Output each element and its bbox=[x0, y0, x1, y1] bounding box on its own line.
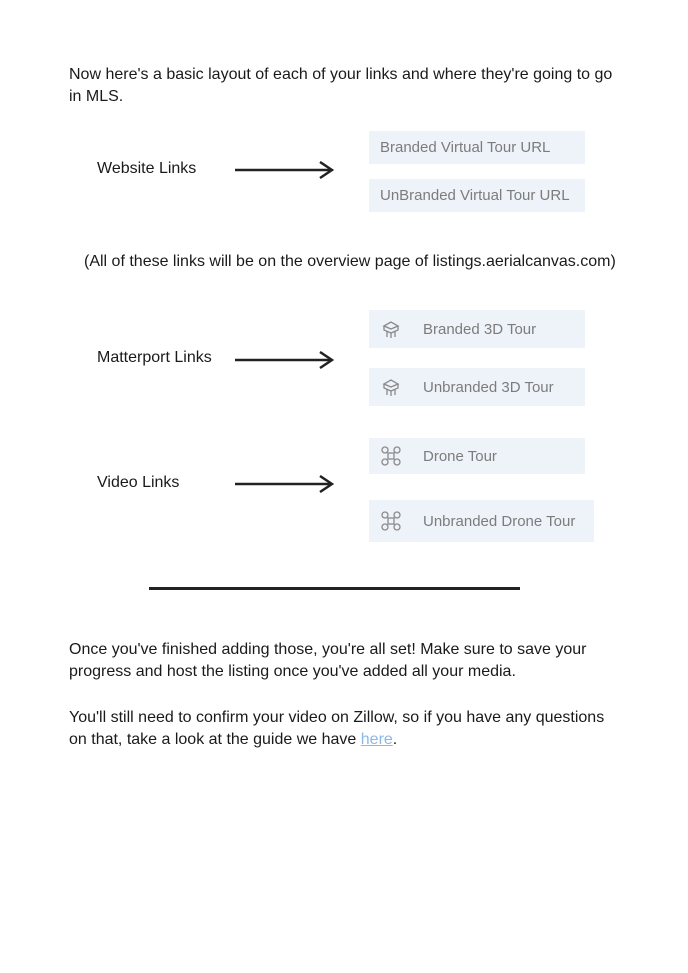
chip-label: Drone Tour bbox=[423, 447, 497, 465]
chip-label: Branded Virtual Tour URL bbox=[380, 139, 551, 156]
drone-icon bbox=[377, 444, 405, 468]
outro-paragraph-1: Once you've finished adding those, you're all set! Make sure to save your progress and host the listing once you've added all your media. bbox=[69, 641, 587, 680]
chip-label: Unbranded 3D Tour bbox=[423, 378, 554, 396]
video-arrow-icon bbox=[234, 475, 334, 493]
outro-suffix: . bbox=[392, 731, 398, 748]
website-arrow-icon bbox=[234, 161, 334, 179]
chip-label: UnBranded Virtual Tour URL bbox=[380, 187, 570, 204]
unbranded-virtual-tour-url-chip bbox=[369, 179, 585, 212]
unbranded-drone-tour-chip bbox=[369, 500, 594, 542]
outro-text: You'll still need to confirm your video on Zillow, so if you have any questions on that, take a look at the guide we have bbox=[69, 709, 605, 748]
drone-icon bbox=[377, 509, 405, 533]
3d-cube-icon bbox=[377, 375, 405, 399]
3d-cube-icon bbox=[377, 317, 405, 341]
guide-link[interactable]: here bbox=[360, 731, 393, 748]
overview-note: (All of these links will be on the overview page of listings.aerialcanvas.com) bbox=[84, 253, 616, 270]
chip-label: Branded 3D Tour bbox=[423, 320, 537, 338]
matterport-links-label: Matterport Links bbox=[97, 349, 212, 366]
drone-tour-chip bbox=[369, 438, 585, 474]
unbranded-3d-tour-chip bbox=[369, 368, 585, 406]
matterport-arrow-icon bbox=[234, 351, 334, 369]
chip-label: Unbranded Drone Tour bbox=[423, 512, 576, 530]
website-links-label: Website Links bbox=[97, 160, 197, 177]
video-links-label: Video Links bbox=[97, 474, 180, 491]
intro-paragraph: Now here's a basic layout of each of your links and where they're going to go in MLS. bbox=[69, 66, 613, 105]
branded-virtual-tour-url-chip bbox=[369, 131, 585, 164]
branded-3d-tour-chip bbox=[369, 310, 585, 348]
section-divider bbox=[149, 587, 520, 590]
outro-paragraph-2 bbox=[69, 707, 614, 751]
